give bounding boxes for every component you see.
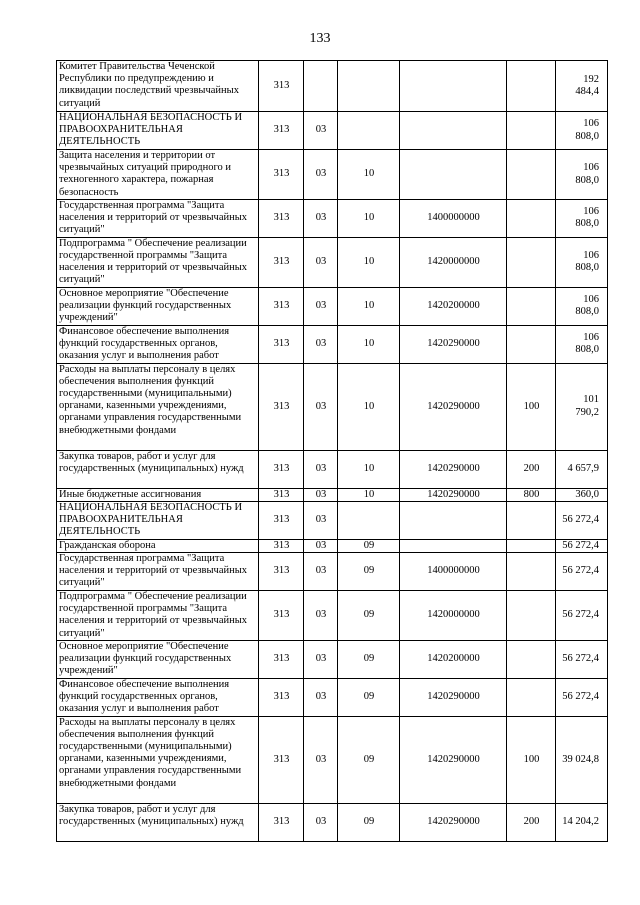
row-name: Расходы на выплаты персоналу в целях обеспечения выполнения функций государственными (муниципальными) органами, казенными учреждениями, органами управления государственными внебюджетными фондами <box>57 716 259 803</box>
table-row <box>57 325 608 363</box>
subsection-code: 09 <box>338 553 400 591</box>
row-name: Основное мероприятие "Обеспечение реализации функций государственных учреждений" <box>57 287 259 325</box>
table-row <box>57 678 608 716</box>
subsection-code: 09 <box>338 716 400 803</box>
subsection-code: 09 <box>338 539 400 552</box>
ved-code: 313 <box>259 716 304 803</box>
subsection-code: 10 <box>338 363 400 450</box>
row-name: Расходы на выплаты персоналу в целях обеспечения выполнения функций государственными (муниципальными) органами, казенными учреждениями, органами управления государственными внебюджетными фондами <box>57 363 259 450</box>
expense-type-code: 800 <box>507 488 556 501</box>
subsection-code: 10 <box>338 325 400 363</box>
amount: 56 272,4 <box>556 553 608 591</box>
page-number: 133 <box>309 31 331 46</box>
table-row <box>57 716 608 803</box>
expense-type-code <box>507 200 556 238</box>
table-row <box>57 553 608 591</box>
expense-type-code: 100 <box>507 363 556 450</box>
subsection-code: 10 <box>338 488 400 501</box>
target-article-code: 1420290000 <box>400 716 507 803</box>
subsection-code: 10 <box>338 200 400 238</box>
ved-code: 313 <box>259 237 304 287</box>
section-code: 03 <box>304 641 338 679</box>
expense-type-code <box>507 150 556 200</box>
section-code: 03 <box>304 200 338 238</box>
row-name: НАЦИОНАЛЬНАЯ БЕЗОПАСНОСТЬ И ПРАВООХРАНИТЕЛЬНАЯ ДЕЯТЕЛЬНОСТЬ <box>57 112 259 150</box>
amount: 106 808,0 <box>556 112 608 150</box>
expense-type-code <box>507 237 556 287</box>
amount: 56 272,4 <box>556 539 608 552</box>
target-article-code: 1420290000 <box>400 488 507 501</box>
target-article-code <box>400 501 507 539</box>
target-article-code: 1420290000 <box>400 803 507 841</box>
subsection-code: 09 <box>338 641 400 679</box>
row-name: НАЦИОНАЛЬНАЯ БЕЗОПАСНОСТЬ И ПРАВООХРАНИТЕЛЬНАЯ ДЕЯТЕЛЬНОСТЬ <box>57 501 259 539</box>
subsection-code <box>338 112 400 150</box>
row-name: Финансовое обеспечение выполнения функций государственных органов, оказания услуг и выполнения работ <box>57 678 259 716</box>
amount: 4 657,9 <box>556 450 608 488</box>
amount: 106 808,0 <box>556 287 608 325</box>
table-row <box>57 150 608 200</box>
target-article-code: 1420200000 <box>400 641 507 679</box>
amount: 360,0 <box>556 488 608 501</box>
expense-type-code <box>507 678 556 716</box>
table-row <box>57 488 608 501</box>
target-article-code <box>400 539 507 552</box>
table-row <box>57 287 608 325</box>
ved-code: 313 <box>259 539 304 552</box>
ved-code: 313 <box>259 150 304 200</box>
amount: 101 790,2 <box>556 363 608 450</box>
ved-code: 313 <box>259 450 304 488</box>
row-name: Подпрограмма " Обеспечение реализации государственной программы "Защита населения и территорий от чрезвычайных ситуаций" <box>57 591 259 641</box>
row-name: Основное мероприятие "Обеспечение реализации функций государственных учреждений" <box>57 641 259 679</box>
section-code: 03 <box>304 287 338 325</box>
table-row <box>57 591 608 641</box>
section-code: 03 <box>304 363 338 450</box>
expense-type-code: 100 <box>507 716 556 803</box>
row-name: Закупка товаров, работ и услуг для государственных (муниципальных) нужд <box>57 450 259 488</box>
section-code: 03 <box>304 678 338 716</box>
expense-type-code <box>507 553 556 591</box>
row-name: Защита населения и территории от чрезвычайных ситуаций природного и техногенного характера, пожарная безопасность <box>57 150 259 200</box>
target-article-code: 1420290000 <box>400 363 507 450</box>
ved-code: 313 <box>259 112 304 150</box>
row-name: Комитет Правительства Чеченской Республики по предупреждению и ликвидации последствий чрезвычайных ситуаций <box>57 61 259 112</box>
budget-table <box>56 60 608 842</box>
amount: 39 024,8 <box>556 716 608 803</box>
target-article-code <box>400 61 507 112</box>
amount: 192 484,4 <box>556 61 608 112</box>
expense-type-code: 200 <box>507 450 556 488</box>
section-code: 03 <box>304 803 338 841</box>
amount: 106 808,0 <box>556 200 608 238</box>
target-article-code: 1420200000 <box>400 287 507 325</box>
table-row <box>57 450 608 488</box>
ved-code: 313 <box>259 363 304 450</box>
section-code: 03 <box>304 591 338 641</box>
ved-code: 313 <box>259 591 304 641</box>
expense-type-code <box>507 61 556 112</box>
section-code: 03 <box>304 450 338 488</box>
section-code: 03 <box>304 488 338 501</box>
expense-type-code <box>507 112 556 150</box>
table-row <box>57 803 608 841</box>
table-row <box>57 641 608 679</box>
expense-type-code <box>507 287 556 325</box>
section-code <box>304 61 338 112</box>
section-code: 03 <box>304 325 338 363</box>
subsection-code <box>338 501 400 539</box>
amount: 56 272,4 <box>556 501 608 539</box>
section-code: 03 <box>304 237 338 287</box>
ved-code: 313 <box>259 287 304 325</box>
table-row <box>57 539 608 552</box>
ved-code: 313 <box>259 553 304 591</box>
expense-type-code <box>507 591 556 641</box>
expense-type-code <box>507 641 556 679</box>
ved-code: 313 <box>259 803 304 841</box>
row-name: Подпрограмма " Обеспечение реализации государственной программы "Защита населения и территорий от чрезвычайных ситуаций" <box>57 237 259 287</box>
section-code: 03 <box>304 501 338 539</box>
expense-type-code <box>507 501 556 539</box>
row-name: Закупка товаров, работ и услуг для государственных (муниципальных) нужд <box>57 803 259 841</box>
target-article-code: 1420000000 <box>400 591 507 641</box>
row-name: Государственная программа "Защита населения и территорий от чрезвычайных ситуаций" <box>57 200 259 238</box>
subsection-code: 10 <box>338 150 400 200</box>
amount: 106 808,0 <box>556 150 608 200</box>
amount: 56 272,4 <box>556 678 608 716</box>
subsection-code: 10 <box>338 287 400 325</box>
row-name: Финансовое обеспечение выполнения функций государственных органов, оказания услуг и выполнения работ <box>57 325 259 363</box>
budget-table-body <box>57 61 608 842</box>
amount: 14 204,2 <box>556 803 608 841</box>
table-row <box>57 200 608 238</box>
table-row <box>57 363 608 450</box>
section-code: 03 <box>304 150 338 200</box>
amount: 56 272,4 <box>556 591 608 641</box>
section-code: 03 <box>304 553 338 591</box>
table-row <box>57 61 608 112</box>
row-name: Гражданская оборона <box>57 539 259 552</box>
expense-type-code <box>507 325 556 363</box>
section-code: 03 <box>304 716 338 803</box>
table-row <box>57 501 608 539</box>
expense-type-code: 200 <box>507 803 556 841</box>
row-name: Государственная программа "Защита населения и территорий от чрезвычайных ситуаций" <box>57 553 259 591</box>
section-code: 03 <box>304 112 338 150</box>
subsection-code: 10 <box>338 450 400 488</box>
target-article-code: 1400000000 <box>400 200 507 238</box>
table-row <box>57 237 608 287</box>
target-article-code: 1420290000 <box>400 325 507 363</box>
ved-code: 313 <box>259 488 304 501</box>
ved-code: 313 <box>259 325 304 363</box>
target-article-code <box>400 150 507 200</box>
amount: 106 808,0 <box>556 325 608 363</box>
target-article-code <box>400 112 507 150</box>
table-row <box>57 112 608 150</box>
ved-code: 313 <box>259 641 304 679</box>
subsection-code: 10 <box>338 237 400 287</box>
subsection-code: 09 <box>338 591 400 641</box>
target-article-code: 1420290000 <box>400 450 507 488</box>
target-article-code: 1400000000 <box>400 553 507 591</box>
expense-type-code <box>507 539 556 552</box>
amount: 56 272,4 <box>556 641 608 679</box>
target-article-code: 1420290000 <box>400 678 507 716</box>
section-code: 03 <box>304 539 338 552</box>
target-article-code: 1420000000 <box>400 237 507 287</box>
ved-code: 313 <box>259 678 304 716</box>
ved-code: 313 <box>259 501 304 539</box>
ved-code: 313 <box>259 61 304 112</box>
subsection-code: 09 <box>338 803 400 841</box>
subsection-code <box>338 61 400 112</box>
ved-code: 313 <box>259 200 304 238</box>
amount: 106 808,0 <box>556 237 608 287</box>
row-name: Иные бюджетные ассигнования <box>57 488 259 501</box>
subsection-code: 09 <box>338 678 400 716</box>
